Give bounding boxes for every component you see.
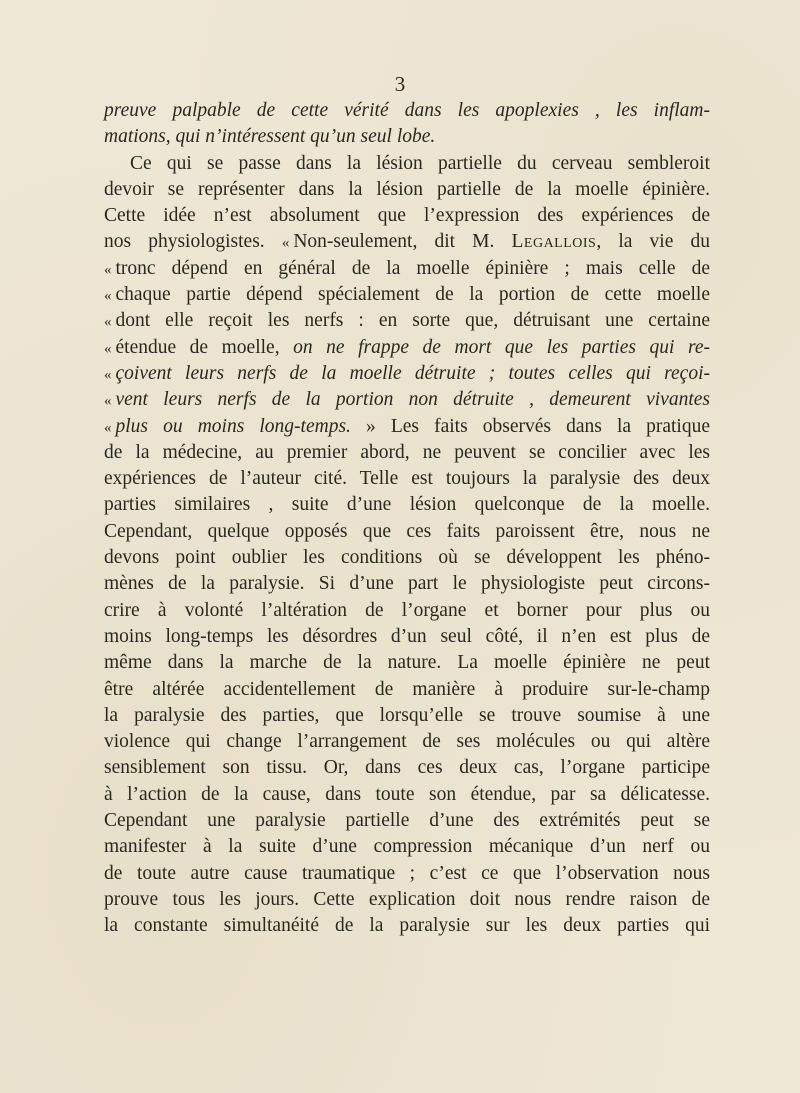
text-segment: crire à volonté l’altération de l’organe et borner pour plus ou: [104, 599, 710, 621]
text-line: [104, 414, 710, 440]
text-line: [104, 861, 710, 887]
text-segment: la paralysie des parties, que lorsqu’elle se trouve soumise à une: [104, 704, 710, 726]
text-line: [104, 755, 710, 781]
text-segment: mènes de la paralysie. Si d’une part le physiologiste peut circons-: [104, 573, 710, 595]
quote-mark: «: [104, 261, 112, 278]
italic-text: vent leurs nerfs de la portion non détruite , demeurent vivantes: [115, 389, 710, 411]
text-line: [104, 571, 710, 597]
text-line: [104, 624, 710, 650]
text-segment: étendue de moelle,: [115, 336, 294, 358]
text-segment: parties similaires , suite d’une lésion quelconque de la moelle.: [104, 494, 710, 516]
text-segment: être altérée accidentellement de manière à produire sur-le-champ: [104, 678, 710, 700]
text-line: [104, 887, 710, 913]
text-segment: violence qui change l’arrangement de ses molécules ou qui altère: [104, 731, 710, 753]
text-line: [104, 308, 710, 334]
quote-mark: «: [104, 366, 112, 383]
page-number: 3: [394, 72, 406, 96]
text-segment: même dans la marche de la nature. La moelle épinière ne peut: [104, 652, 710, 674]
text-segment: moins long-temps les désordres d’un seul côté, il n’en est plus de: [104, 625, 710, 647]
text-line: [104, 650, 710, 676]
body-text: [104, 98, 710, 940]
text-segment: devoir se représenter dans la lésion partielle de la moelle épinière.: [104, 178, 710, 200]
text-line: [104, 729, 710, 755]
quote-mark: «: [104, 393, 112, 410]
text-line: [104, 256, 710, 282]
text-segment: expériences de l’auteur cité. Telle est toujours la paralysie des deux: [104, 468, 710, 490]
text-segment: à l’action de la cause, dans toute son étendue, par sa délicatesse.: [104, 783, 710, 805]
italic-text: on ne frappe de mort que les parties qui re-: [293, 336, 710, 358]
text-line: [104, 492, 710, 518]
text-line: [104, 703, 710, 729]
text-line: [104, 834, 710, 860]
italic-text: plus ou moins long-temps.: [115, 415, 351, 437]
text-segment: Cependant une paralysie partielle d’une des extrémités peut se: [104, 810, 710, 832]
text-line: [104, 361, 710, 387]
text-line: [104, 545, 710, 571]
text-line: [104, 598, 710, 624]
italic-text: preuve palpable de cette vérité dans les apoplexies , les inflam-: [104, 100, 710, 121]
text-line: [104, 203, 710, 229]
text-line: [104, 466, 710, 492]
text-segment: Cependant, quelque opposés que ces faits paroissent être, nous ne: [104, 520, 710, 542]
italic-text: mations, qui n’intéressent qu’un seul lobe.: [104, 126, 436, 148]
text-line: [104, 124, 710, 150]
text-line: [104, 782, 710, 808]
text-segment: tronc dépend en général de la moelle épinière ; mais celle de: [115, 257, 710, 279]
text-segment: la constante simultanéité de la paralysie sur les deux parties qui: [104, 915, 710, 937]
text-segment: Cette idée n’est absolument que l’expression des expériences de: [104, 205, 710, 227]
text-segment: prouve tous les jours. Cette explication doit nous rendre raison de: [104, 888, 710, 910]
text-segment: Non-seulement, dit M.: [293, 231, 512, 253]
text-line: [104, 913, 710, 939]
text-segment: de toute autre cause traumatique ; c’est ce que l’observation nous: [104, 862, 710, 884]
text-line: [104, 335, 710, 361]
author-name: Legallois: [511, 231, 597, 253]
quote-mark: «: [104, 288, 112, 305]
text-line: [104, 282, 710, 308]
text-line: [104, 677, 710, 703]
text-line: [104, 808, 710, 834]
italic-text: çoivent leurs nerfs de la moelle détruite ; toutes celles qui reçoi-: [115, 362, 710, 384]
text-segment: de la médecine, au premier abord, ne peuvent se concilier avec les: [104, 441, 710, 463]
text-line: [104, 440, 710, 466]
text-segment: chaque partie dépend spécialement de la portion de cette moelle: [115, 284, 710, 306]
quote-mark: «: [104, 314, 112, 331]
text-line: [104, 151, 710, 177]
text-segment: » Les faits observés dans la pratique: [350, 415, 711, 437]
text-segment: nos physiologistes.: [104, 231, 282, 253]
quote-mark: «: [104, 340, 112, 357]
text-line: [104, 519, 710, 545]
text-segment: manifester à la suite d’une compression mécanique d’un nerf ou: [104, 836, 710, 858]
text-line: [104, 98, 710, 124]
text-segment: devons point oublier les conditions où se développent les phéno-: [104, 547, 710, 569]
text-line: [104, 229, 710, 255]
quote-mark: «: [281, 235, 290, 252]
text-segment: dont elle reçoit les nerfs : en sorte que, détruisant une certaine: [115, 310, 710, 332]
text-segment: Ce qui se passe dans la lésion partielle du cerveau sembleroit: [130, 152, 710, 174]
text-segment: , la vie du: [596, 231, 710, 253]
quote-mark: «: [104, 419, 112, 436]
text-line: [104, 387, 710, 413]
text-segment: sensiblement son tissu. Or, dans ces deux cas, l’organe participe: [104, 757, 710, 779]
text-line: [104, 177, 710, 203]
